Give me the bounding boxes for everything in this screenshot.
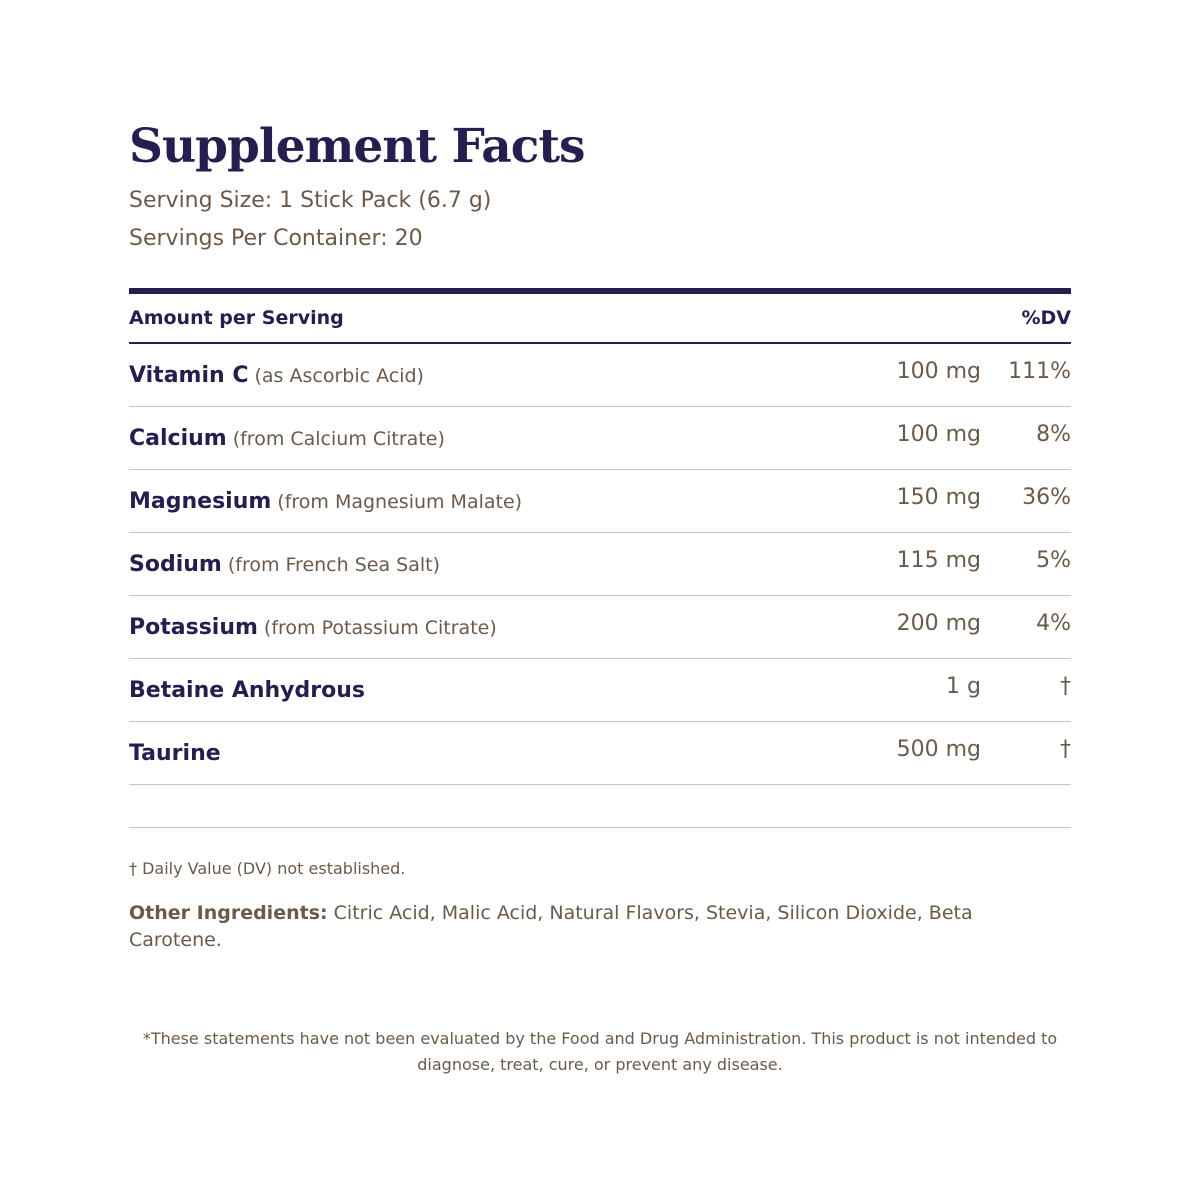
other-ingredients-label: Other Ingredients: [129, 902, 328, 924]
nutrient-dv: 5% [1036, 547, 1071, 573]
nutrient-amount: 500 mg [896, 736, 981, 762]
nutrient-dv: † [1060, 673, 1071, 699]
nutrient-source: (as Ascorbic Acid) [254, 364, 424, 387]
nutrient-name: Taurine [129, 740, 221, 766]
bottom-divider [129, 827, 1071, 828]
nutrient-dv: 111% [1008, 358, 1071, 384]
nutrient-amount: 200 mg [896, 610, 981, 636]
servings-per-container: Servings Per Container: 20 [129, 226, 423, 251]
nutrient-source: (from French Sea Salt) [227, 553, 440, 576]
nutrient-name: Betaine Anhydrous [129, 677, 365, 703]
table-row [129, 470, 1071, 533]
table-row [129, 533, 1071, 596]
table-row [129, 407, 1071, 470]
panel-title: Supplement Facts [129, 119, 585, 174]
other-ingredients [129, 900, 1029, 954]
table-row [129, 659, 1071, 722]
nutrient-amount: 100 mg [896, 421, 981, 447]
nutrient-name: Vitamin C [129, 362, 249, 388]
nutrient-dv: 8% [1036, 421, 1071, 447]
nutrient-amount: 115 mg [896, 547, 981, 573]
fda-disclaimer: *These statements have not been evaluated by the Food and Drug Administration. This product is not intended to diagnose, treat, cure, or prevent any disease. [142, 1029, 1058, 1074]
nutrient-name: Potassium [129, 614, 258, 640]
table-row [129, 596, 1071, 659]
nutrient-dv: † [1060, 736, 1071, 762]
table-row [129, 344, 1071, 407]
nutrient-source: (from Potassium Citrate) [263, 616, 497, 639]
nutrient-name: Sodium [129, 551, 222, 577]
amount-per-serving-label: Amount per Serving [129, 307, 344, 329]
nutrient-source: (from Magnesium Malate) [277, 490, 523, 513]
nutrient-name: Calcium [129, 425, 227, 451]
dv-header-label: %DV [1021, 307, 1071, 329]
table-header [129, 294, 1071, 344]
nutrient-dv: 36% [1022, 484, 1071, 510]
table-row [129, 722, 1071, 785]
other-ingredients-text: Citric Acid, Malic Acid, Natural Flavors, Stevia, Silicon Dioxide, Beta Carotene. [129, 902, 973, 951]
nutrient-amount: 100 mg [896, 358, 981, 384]
nutrient-source: (from Calcium Citrate) [232, 427, 445, 450]
serving-size: Serving Size: 1 Stick Pack (6.7 g) [129, 188, 492, 213]
supplement-facts-panel [129, 112, 1071, 954]
dv-footnote: † Daily Value (DV) not established. [129, 859, 406, 878]
nutrient-name: Magnesium [129, 488, 272, 514]
nutrient-dv: 4% [1036, 610, 1071, 636]
nutrient-amount: 150 mg [896, 484, 981, 510]
nutrient-amount: 1 g [946, 673, 981, 699]
